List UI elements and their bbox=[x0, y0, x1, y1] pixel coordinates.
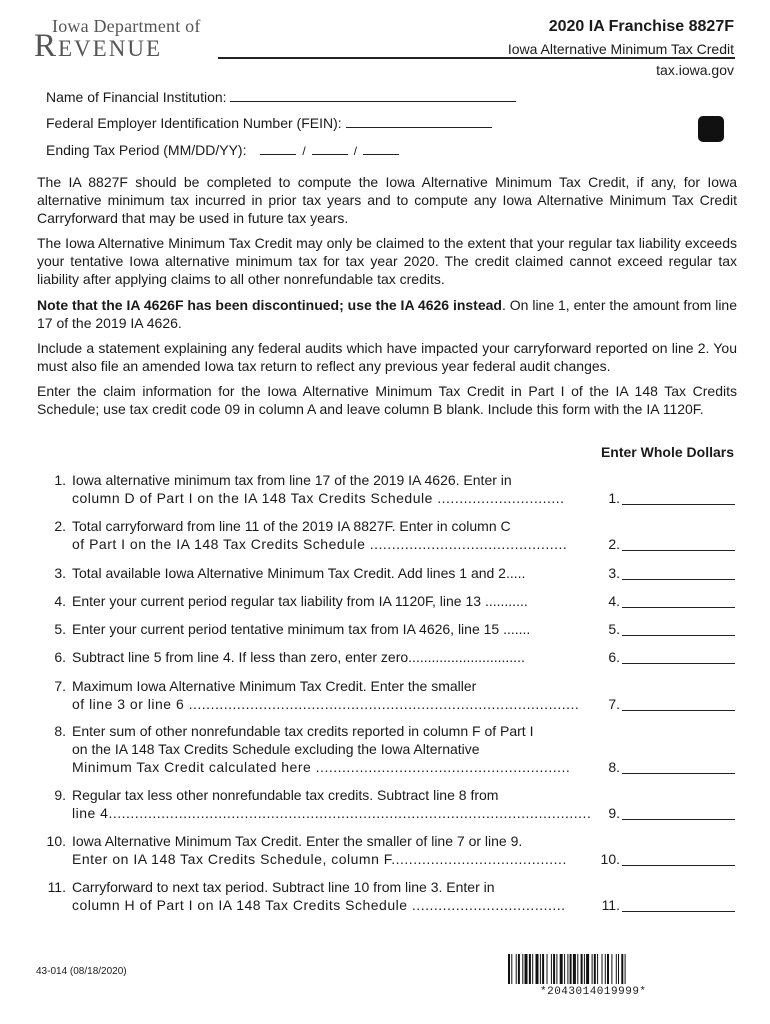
line-5-amount-input[interactable] bbox=[622, 620, 735, 636]
line-tag: 1. bbox=[608, 490, 620, 506]
period-month-input[interactable] bbox=[260, 144, 296, 155]
line-description: Total carryforward from line 11 of the 2019 IA 8827F. Enter in column C of Part I on the IA 148 Tax Credits Schedule ............................................. bbox=[72, 518, 568, 552]
line-2-amount-input[interactable] bbox=[622, 535, 735, 551]
line-number: 11. bbox=[47, 879, 66, 895]
instructions-paragraph bbox=[37, 296, 737, 332]
barcode-icon bbox=[508, 954, 734, 984]
agency-name-logo: Revenue bbox=[34, 28, 162, 64]
agency-name-top: Iowa Department of bbox=[52, 16, 201, 36]
instructions-paragraph: The IA 8827F should be completed to compute the Iowa Alternative Minimum Tax Credit, if any, for Iowa alternative minimum tax incurred in prior tax years and to compute any Iowa Alternative Minimum Tax Credit Carryforward that may be used in future tax years. bbox=[37, 174, 737, 226]
period-field bbox=[46, 142, 405, 158]
form-line-3 bbox=[30, 564, 735, 582]
instructions-paragraph: Enter the claim information for the Iowa Alternative Minimum Tax Credit in Part I of the IA 148 Tax Credits Schedule; use tax credit code 09 in column A and leave column B blank. Include this form with the IA 1120F. bbox=[37, 383, 737, 417]
line-number: 6. bbox=[54, 649, 66, 665]
instructions-paragraph: Include a statement explaining any federal audits which have impacted your carryforward reported on line 2. You must also file an amended Iowa tax return to reflect any previous year federal audit changes. bbox=[37, 340, 737, 374]
period-label: Ending Tax Period (MM/DD/YY): bbox=[46, 142, 247, 158]
fein-input[interactable] bbox=[346, 115, 492, 128]
line-7-amount-input[interactable] bbox=[622, 695, 735, 711]
fein-label: Federal Employer Identification Number (FEIN): bbox=[46, 115, 342, 131]
form-line-6 bbox=[30, 648, 735, 666]
form-line-11 bbox=[30, 878, 735, 914]
line-tag: 4. bbox=[608, 593, 620, 609]
instructions-paragraph: The Iowa Alternative Minimum Tax Credit may only be claimed to the extent that your regular tax liability exceeds your tentative Iowa alternative minimum tax for tax year 2020. The credit claimed cannot exceed regular tax liability after applying claims to all other nonrefundable tax credits. bbox=[37, 235, 737, 287]
form-line-4 bbox=[30, 592, 735, 610]
form-id: 43-014 (08/18/2020) bbox=[36, 966, 127, 977]
line-description: Iowa alternative minimum tax from line 17 of the 2019 IA 4626. Enter in column D of Part I on the IA 148 Tax Credits Schedule ............................. bbox=[72, 472, 565, 506]
form-line-9 bbox=[30, 786, 735, 822]
whole-dollars-heading: Enter Whole Dollars bbox=[600, 444, 734, 460]
line-description: Iowa Alternative Minimum Tax Credit. Enter the smaller of line 7 or line 9. Enter on IA 148 Tax Credits Schedule, column F........................................ bbox=[72, 833, 567, 867]
line-number: 4. bbox=[54, 593, 66, 609]
line-tag: 3. bbox=[608, 565, 620, 581]
period-slash: / bbox=[353, 144, 358, 158]
period-slash: / bbox=[302, 144, 306, 158]
line-3-amount-input[interactable] bbox=[622, 564, 735, 580]
line-4-amount-input[interactable] bbox=[622, 592, 735, 608]
line-11-amount-input[interactable] bbox=[622, 896, 735, 912]
line-number: 3. bbox=[54, 565, 66, 581]
line-tag: 9. bbox=[608, 805, 620, 821]
form-line-8 bbox=[30, 722, 735, 776]
barcode-number: *2043014019999* bbox=[540, 986, 647, 998]
line-description: Total available Iowa Alternative Minimum Tax Credit. Add lines 1 and 2..... bbox=[72, 565, 526, 581]
line-1-amount-input[interactable] bbox=[622, 489, 735, 505]
line-6-amount-input[interactable] bbox=[622, 648, 735, 664]
line-tag: 8. bbox=[608, 759, 620, 775]
form-line-2 bbox=[30, 517, 735, 553]
line-tag: 7. bbox=[608, 696, 620, 712]
line-tag: 5. bbox=[608, 621, 620, 637]
form-title: 2020 IA Franchise 8827F bbox=[548, 18, 734, 35]
line-10-amount-input[interactable] bbox=[622, 850, 735, 866]
form-subtitle: Iowa Alternative Minimum Tax Credit bbox=[507, 41, 734, 57]
line-tag: 2. bbox=[608, 536, 620, 552]
line-description: Enter sum of other nonrefundable tax credits reported in column F of Part I on the IA 148 Tax Credits Schedule excluding the Iowa Alternative Minimum Tax Credit calculated here .......................................................... bbox=[72, 723, 571, 775]
form-website: tax.iowa.gov bbox=[656, 62, 734, 78]
institution-input[interactable] bbox=[230, 89, 516, 102]
line-description: Subtract line 5 from line 4. If less than zero, enter zero.............................. bbox=[72, 649, 525, 665]
note-continuation: . On line 1, enter the amount from line 17 of the 2019 IA 4626. bbox=[37, 297, 738, 331]
registration-mark bbox=[698, 116, 724, 142]
form-line-5 bbox=[30, 620, 735, 638]
line-description: Carryforward to next tax period. Subtract line 10 from line 3. Enter in column H of Part I on IA 148 Tax Credits Schedule ................................... bbox=[72, 879, 566, 913]
fein-field bbox=[46, 115, 492, 131]
institution-label: Name of Financial Institution: bbox=[46, 89, 227, 105]
form-line-1 bbox=[30, 471, 735, 507]
line-description: Enter your current period tentative minimum tax from IA 4626, line 15 ....... bbox=[72, 621, 531, 637]
line-number: 5. bbox=[54, 621, 66, 637]
line-number: 2. bbox=[54, 518, 66, 534]
line-number: 7. bbox=[54, 678, 66, 694]
line-number: 1. bbox=[54, 472, 66, 488]
institution-field bbox=[46, 89, 516, 105]
line-number: 10. bbox=[46, 833, 66, 849]
period-day-input[interactable] bbox=[312, 144, 348, 155]
line-9-amount-input[interactable] bbox=[622, 804, 735, 820]
form-line-7 bbox=[30, 677, 735, 713]
line-tag: 10. bbox=[600, 851, 620, 867]
discontinued-note: Note that the IA 4626F has been discontinued; use the IA 4626 instead bbox=[37, 297, 502, 313]
header-rule bbox=[218, 57, 735, 59]
form-line-10 bbox=[30, 832, 735, 868]
line-number: 9. bbox=[54, 787, 66, 803]
line-description: Enter your current period regular tax liability from IA 1120F, line 13 ........... bbox=[72, 593, 528, 609]
line-description: Maximum Iowa Alternative Minimum Tax Credit. Enter the smaller of line 3 or line 6 ......................................................................................... bbox=[72, 678, 580, 712]
line-number: 8. bbox=[54, 723, 66, 739]
line-tag: 6. bbox=[608, 649, 620, 665]
line-tag: 11. bbox=[601, 897, 620, 913]
line-description: Regular tax less other nonrefundable tax credits. Subtract line 8 from line 4.............................................................................................................. bbox=[72, 787, 592, 821]
line-8-amount-input[interactable] bbox=[622, 758, 735, 774]
period-year-input[interactable] bbox=[363, 144, 399, 155]
